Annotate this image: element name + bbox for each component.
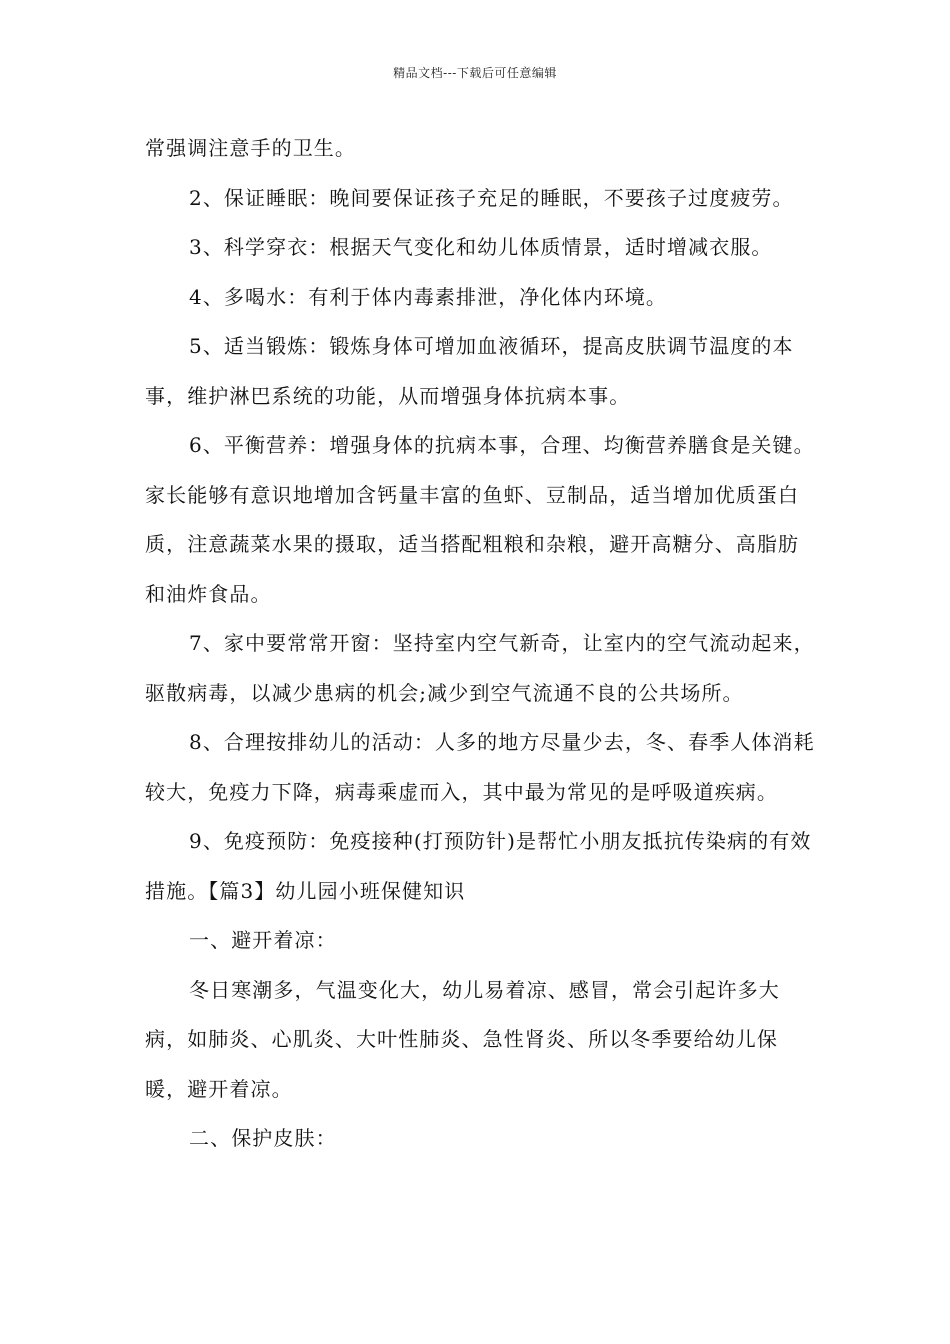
paragraph-item-3: 3、科学穿衣：根据天气变化和幼儿体质情景，适时增减衣服。 <box>189 235 773 259</box>
paragraph-item-5: 5、适当锻炼：锻炼身体可增加血液循环，提高皮肤调节温度的本事，维护淋巴系统的功能，从而增强身体抗病本事。 <box>145 334 794 408</box>
section-heading-2: 二、保护皮肤： <box>189 1126 337 1150</box>
page-header: 精品文档---下载后可任意编辑 <box>393 66 557 80</box>
paragraph-section-1: 冬日寒潮多，气温变化大，幼儿易着凉、感冒，常会引起许多大病，如肺炎、心肌炎、大叶性肺炎、急性肾炎、所以冬季要给幼儿保暖，避开着凉。 <box>145 977 780 1101</box>
paragraph-continuation: 常强调注意手的卫生。 <box>145 136 356 160</box>
paragraph-item-4: 4、多喝水：有利于体内毒素排泄，净化体内环境。 <box>189 284 668 309</box>
paragraph-item-2: 2、保证睡眠：晚间要保证孩子充足的睡眠，不要孩子过度疲劳。 <box>189 185 794 210</box>
paragraph-item-9: 9、免疫预防：免疫接种(打预防针)是帮忙小朋友抵抗传染病的有效措施。【篇3】幼儿园小班保健知识 <box>145 829 812 903</box>
paragraph-item-6: 6、平衡营养：增强身体的抗病本事，合理、均衡营养膳食是关键。家长能够有意识地增加含钙量丰富的鱼虾、豆制品，适当增加优质蛋白质，注意蔬菜水果的摄取，适当搭配粗粮和杂粮，避开高糖分、高脂肪和油炸食品。 <box>145 433 815 606</box>
paragraph-item-7: 7、家中要常常开窗：坚持室内空气新奇，让室内的空气流动起来，驱散病毒，以减少患病的机会;减少到空气流通不良的公共场所。 <box>145 631 815 705</box>
paragraph-item-8: 8、合理按排幼儿的活动：人多的地方尽量少去，冬、春季人体消耗较大，免疫力下降，病毒乘虚而入，其中最为常见的是呼吸道疾病。 <box>145 730 815 804</box>
document-body <box>145 124 820 1164</box>
section-heading-1: 一、避开着凉： <box>189 928 337 952</box>
